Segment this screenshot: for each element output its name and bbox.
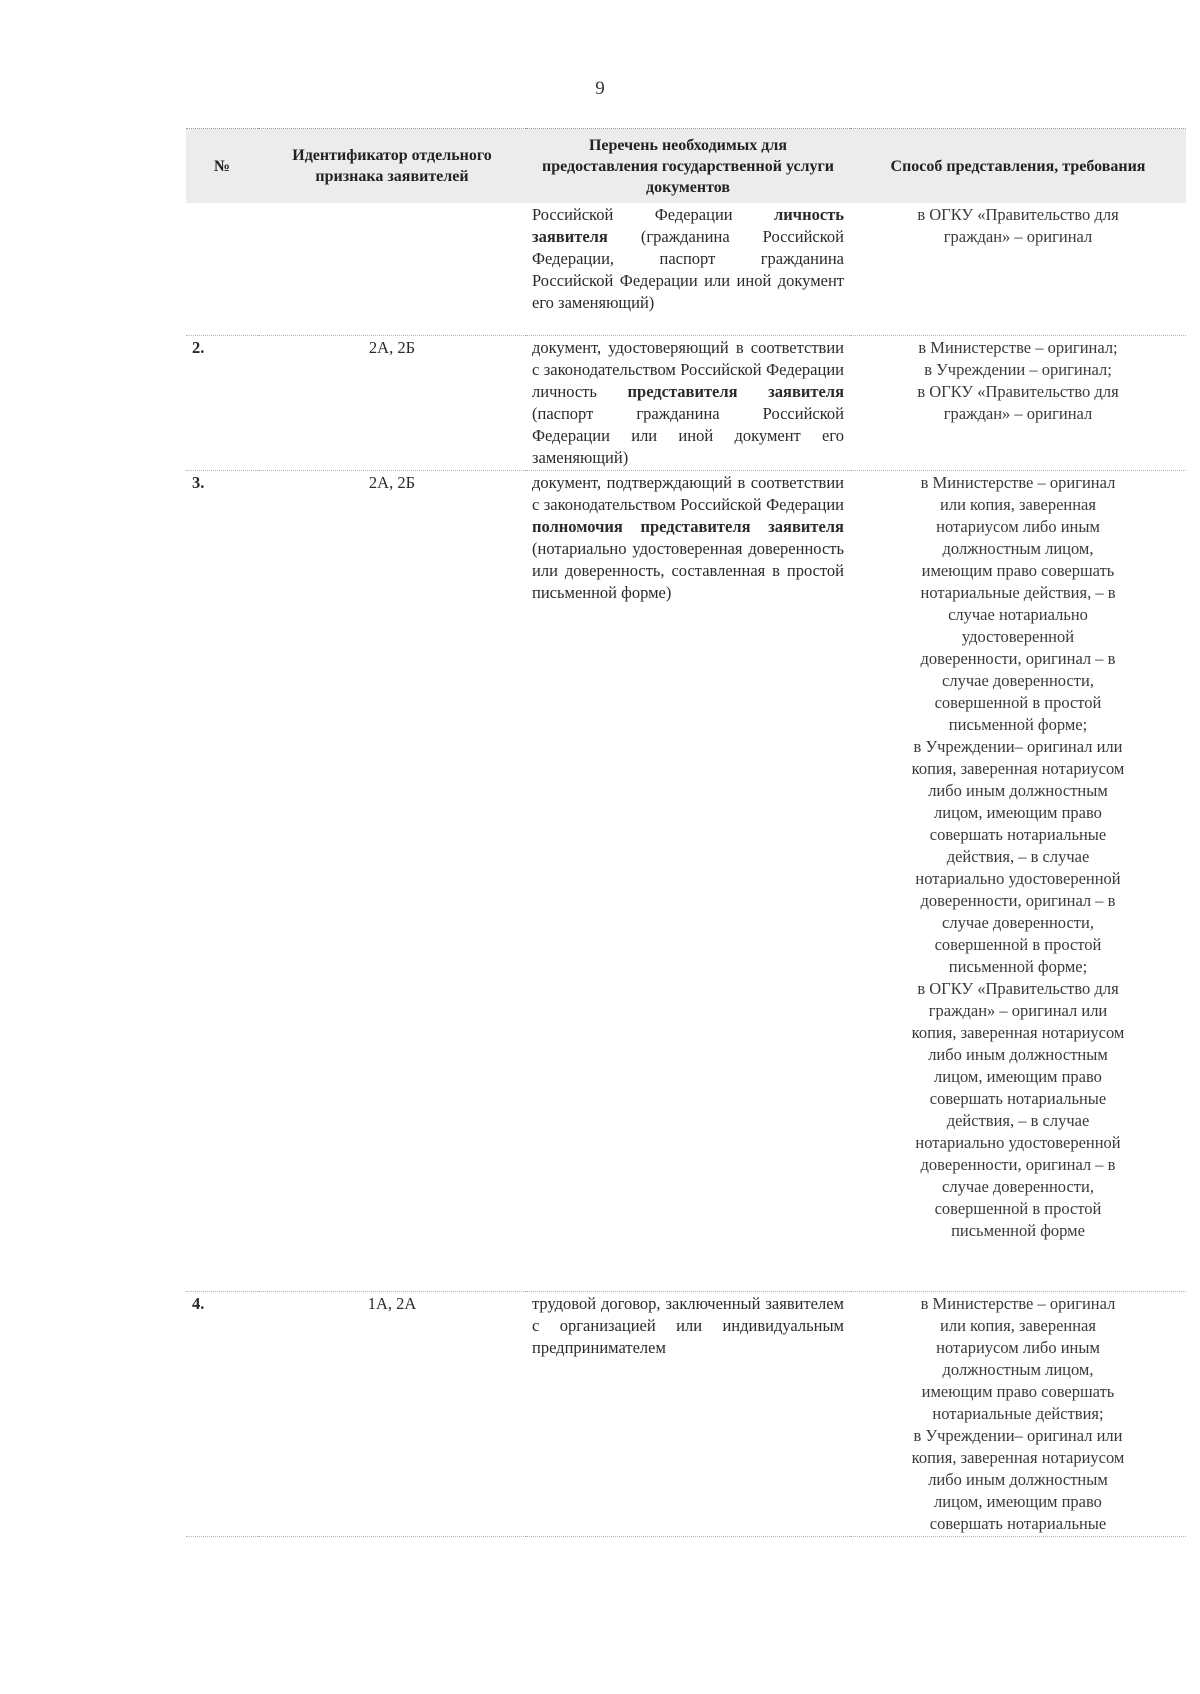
row-method-cell [850, 1292, 1186, 1537]
method-line: нотариальные действия; [932, 1404, 1104, 1423]
header-identifier: Идентификатор отдельного признака заявителей [258, 129, 526, 204]
method-line: копия, заверенная нотариусом [911, 1448, 1125, 1467]
table-row [186, 1292, 1186, 1537]
method-line: доверенности, оригинал – в [920, 1155, 1116, 1174]
method-line: совершенной в простой [934, 693, 1102, 712]
documents-text: документ, удостоверяющий в соответствии с законодательством Российской Федерации личность [532, 338, 844, 401]
documents-bold-text: полномочия представителя заявителя [532, 517, 844, 536]
documents-bold-text: личность заявителя [532, 205, 844, 246]
method-line: совершать нотариальные [929, 1089, 1107, 1108]
method-line: совершенной в простой [934, 935, 1102, 954]
row-number: 4. [186, 1292, 258, 1537]
documents-text: (нотариально удостоверенная доверенность или доверенность, составленная в простой письменной форме) [532, 539, 844, 602]
documents-text: документ, подтверждающий в соответствии с законодательством Российской Федерации [532, 473, 844, 514]
method-line: копия, заверенная нотариусом [911, 1023, 1125, 1042]
row-method-cell [850, 336, 1186, 471]
row-documents-cell [526, 203, 850, 336]
method-line: в ОГКУ «Правительство для [917, 205, 1119, 224]
row-identifier: 2А, 2Б [258, 471, 526, 1292]
method-line: граждан» – оригинал или [928, 1001, 1108, 1020]
documents-text: трудовой договор, заключенный заявителем с организацией или индивидуальным предпринимателем [532, 1294, 844, 1357]
method-line: граждан» – оригинал [943, 227, 1093, 246]
method-line: либо иным должностным [928, 1470, 1108, 1489]
documents-text: (паспорт гражданина Российской Федерации или иной документ его заменяющий) [532, 404, 844, 467]
method-line: нотариально удостоверенной [915, 1133, 1121, 1152]
method-line: случае доверенности, [942, 1177, 1094, 1196]
method-line: случае нотариально [948, 605, 1088, 624]
method-line: доверенности, оригинал – в [920, 649, 1116, 668]
method-line: или копия, заверенная [940, 1316, 1096, 1335]
row-method-cell [850, 471, 1186, 1292]
method-line: удостоверенной [961, 627, 1075, 646]
method-line: совершенной в простой [934, 1199, 1102, 1218]
method-line: письменной форме; [948, 715, 1088, 734]
table-header-row [186, 129, 1186, 204]
table-row [186, 336, 1186, 471]
method-line: в Министерстве – оригинал [920, 473, 1116, 492]
method-line: в Учреждении– оригинал или [913, 1426, 1123, 1445]
method-line: письменной форме; [948, 957, 1088, 976]
row-documents-cell [526, 471, 850, 1292]
row-number: 2. [186, 336, 258, 471]
method-line: в Учреждении – оригинал; [924, 360, 1112, 379]
method-line: в Учреждении– оригинал или [913, 737, 1123, 756]
row-number: 3. [186, 471, 258, 1292]
table-row-continuation [186, 203, 1186, 336]
method-line: в Министерстве – оригинал; [918, 338, 1118, 357]
method-line: либо иным должностным [928, 1045, 1108, 1064]
method-line: в ОГКУ «Правительство для [917, 979, 1119, 998]
row-number-cell [186, 203, 258, 336]
method-line: действия, – в случае [946, 1111, 1090, 1130]
header-method: Способ представления, требования [850, 129, 1186, 204]
row-identifier: 1А, 2А [258, 1292, 526, 1537]
method-line: должностным лицом, [942, 539, 1094, 558]
method-line: нотариусом либо иным [936, 1338, 1100, 1357]
method-line: лицом, имеющим право [934, 1492, 1102, 1511]
documents-bold-text: представителя заявителя [627, 382, 844, 401]
method-line: либо иным должностным [928, 781, 1108, 800]
method-line: лицом, имеющим право [934, 1067, 1102, 1086]
method-line: имеющим право совершать [921, 1382, 1115, 1401]
row-documents-cell [526, 336, 850, 471]
header-documents: Перечень необходимых для предоставления государственной услуги документов [526, 129, 850, 204]
documents-text: (гражданина Российской Федерации, паспорт гражданина Российской Федерации или иной документ его заменяющий) [532, 227, 844, 312]
row-identifier-cell [258, 203, 526, 336]
method-line: совершать нотариальные [929, 1514, 1107, 1533]
method-line: в ОГКУ «Правительство для [917, 382, 1119, 401]
method-line: нотариальные действия, – в [920, 583, 1116, 602]
documents-text: Российской Федерации [532, 205, 775, 224]
documents-table [186, 128, 1186, 1537]
row-method-cell [850, 203, 1186, 336]
method-line: имеющим право совершать [921, 561, 1115, 580]
method-line: совершать нотариальные [929, 825, 1107, 844]
row-documents-cell [526, 1292, 850, 1537]
method-line: действия, – в случае [946, 847, 1090, 866]
method-line: должностным лицом, [942, 1360, 1094, 1379]
header-number: № [186, 129, 258, 204]
method-line: письменной форме [951, 1221, 1085, 1240]
method-line: в Министерстве – оригинал [920, 1294, 1116, 1313]
row-identifier: 2А, 2Б [258, 336, 526, 471]
method-line: случае доверенности, [942, 913, 1094, 932]
method-line: лицом, имеющим право [934, 803, 1102, 822]
method-line: граждан» – оригинал [943, 404, 1093, 423]
method-line: копия, заверенная нотариусом [911, 759, 1125, 778]
method-line: нотариусом либо иным [936, 517, 1100, 536]
method-line: доверенности, оригинал – в [920, 891, 1116, 910]
page-number: 9 [595, 78, 605, 99]
method-line: случае доверенности, [942, 671, 1094, 690]
method-line: нотариально удостоверенной [915, 869, 1121, 888]
method-line: или копия, заверенная [940, 495, 1096, 514]
table-row [186, 471, 1186, 1292]
